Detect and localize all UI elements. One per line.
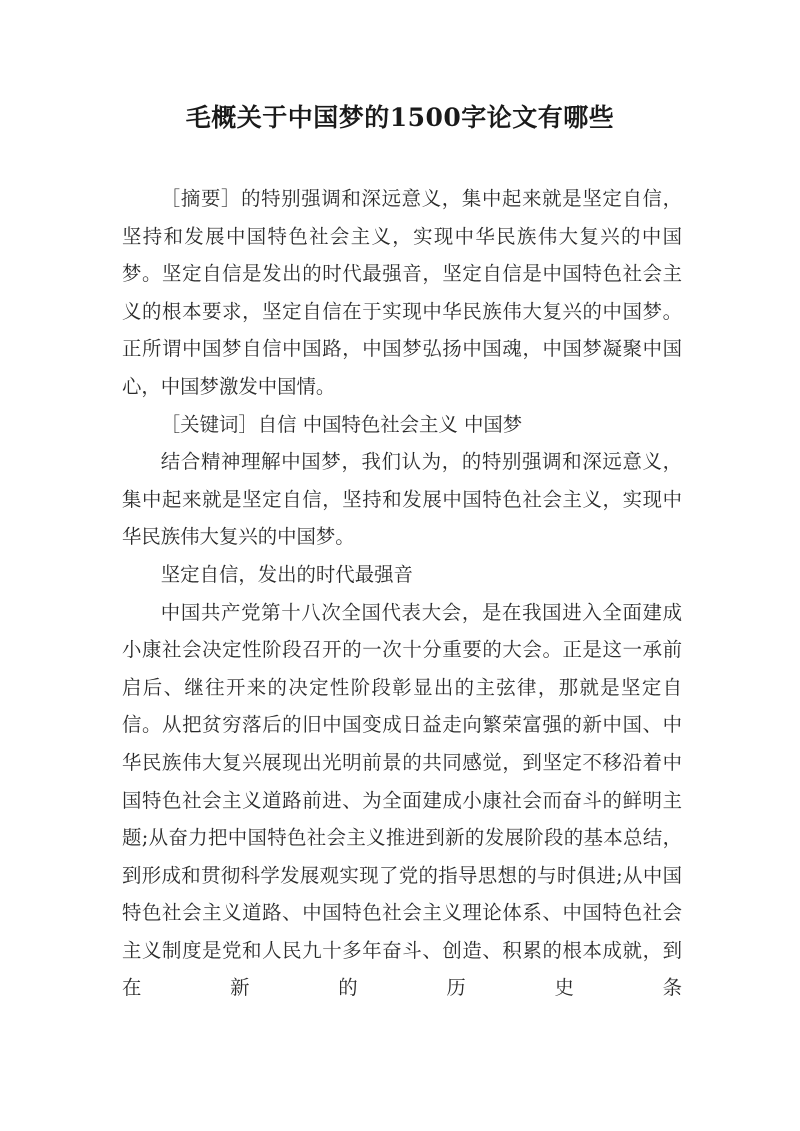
keywords-paragraph: ［关键词］自信 中国特色社会主义 中国梦 — [160, 412, 523, 436]
body-paragraph: 中国共产党第十八次全国代表大会，是在我国进入全面建成小康社会决定性阶段召开的一次十分重要的大会。正是这一承前启后、继往开来的决定性阶段彰显出的主弦律，那就是坚定自信。从把贫穷落后的旧中国变成日益走向繁荣富强的新中国、中华民族伟大复兴展现出光明前景的共同感觉，到坚定不移沿着中国特色社会主义道路前进、为全面建成小康社会而奋斗的鲜明主题;从奋力把中国特色社会主义推进到新的发展阶段的基本总结，到形成和贯彻科学发展观实现了党的指导思想的与时俱进;从中国特色社会主义道路、中国特色社会主义理论体系、中国特色社会主义制度是党和人民九十多年奋斗、创造、积累的根本成就，到在新的历史条 — [122, 600, 682, 1000]
section-heading: 坚定自信，发出的时代最强音 — [160, 562, 413, 586]
document-title: 毛概关于中国梦的1500字论文有哪些 — [185, 103, 615, 132]
document-body — [122, 180, 682, 1007]
intro-paragraph: 结合精神理解中国梦，我们认为，的特别强调和深远意义，集中起来就是坚定自信，坚持和发展中国特色社会主义，实现中华民族伟大复兴的中国梦。 — [122, 450, 682, 549]
abstract-paragraph: ［摘要］的特别强调和深远意义，集中起来就是坚定自信，坚持和发展中国特色社会主义，实现中华民族伟大复兴的中国梦。坚定自信是发出的时代最强音，坚定自信是中国特色社会主义的根本要求，坚定自信在于实现中华民族伟大复兴的中国梦。正所谓中国梦自信中国路，中国梦弘扬中国魂，中国梦凝聚中国心，中国梦激发中国情。 — [122, 187, 682, 398]
